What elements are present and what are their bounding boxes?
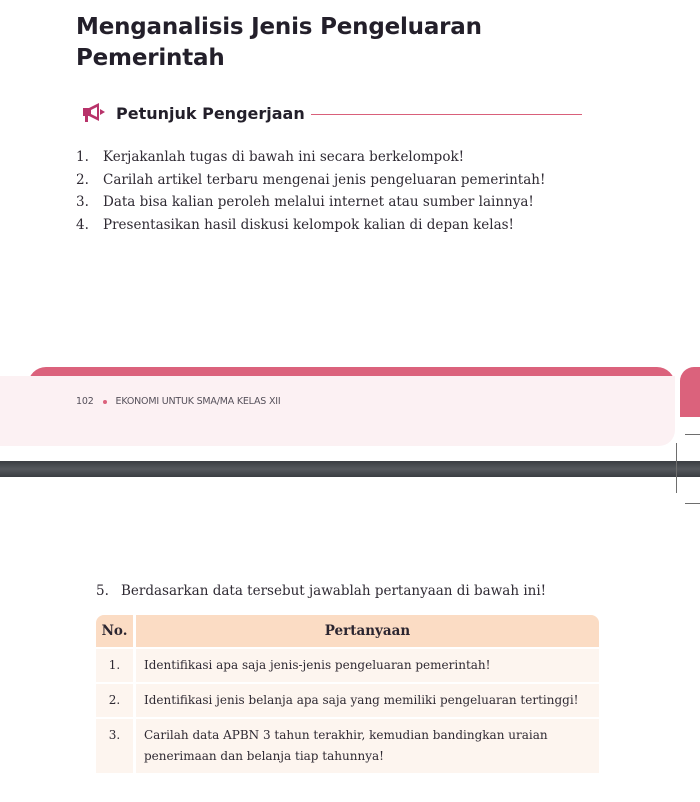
section-header xyxy=(82,100,582,126)
questions-table xyxy=(96,615,599,773)
instruction-item-5: 5. Berdasarkan data tersebut jawablah pertanyaan di bawah ini! xyxy=(96,583,547,599)
footer-band-next xyxy=(680,367,700,417)
column-header-question: Pertanyaan xyxy=(136,615,599,647)
column-header-no: No. xyxy=(96,615,136,647)
megaphone-icon xyxy=(82,103,106,123)
crop-mark xyxy=(676,443,677,493)
page-divider xyxy=(0,461,700,477)
bullet-dot-icon xyxy=(103,400,107,404)
table-header-row xyxy=(96,615,599,647)
crop-mark xyxy=(685,503,700,504)
list-item: 2. Carilah artikel terbaru mengenai jenis pengeluaran pemerintah! xyxy=(76,171,546,188)
table-row: 3. Carilah data APBN 3 tahun terakhir, kemudian bandingkan uraian penerimaan dan belanja tiap tahunnya! xyxy=(96,717,599,773)
list-item: 4. Presentasikan hasil diskusi kelompok kalian di depan kelas! xyxy=(76,216,514,233)
footer-curve xyxy=(440,376,520,418)
section-label: Petunjuk Pengerjaan xyxy=(116,103,305,123)
book-title: EKONOMI UNTUK SMA/MA KELAS XII xyxy=(115,396,281,407)
crop-mark xyxy=(685,434,700,435)
list-item: 1. Kerjakanlah tugas di bawah ini secara berkelompok! xyxy=(76,149,465,165)
instruction-list xyxy=(76,146,545,236)
page-title: Menganalisis Jenis Pengeluaran Pemerintah xyxy=(76,14,482,71)
page-number: 102 xyxy=(76,396,94,407)
table-row: 2. Identifikasi jenis belanja apa saja yang memiliki pengeluaran tertinggi! xyxy=(96,682,599,717)
section-rule xyxy=(311,114,582,115)
table-row: 1. Identifikasi apa saja jenis-jenis pengeluaran pemerintah! xyxy=(96,647,599,682)
list-item: 3. Data bisa kalian peroleh melalui internet atau sumber lainnya! xyxy=(76,194,534,210)
page-footer xyxy=(76,396,280,407)
